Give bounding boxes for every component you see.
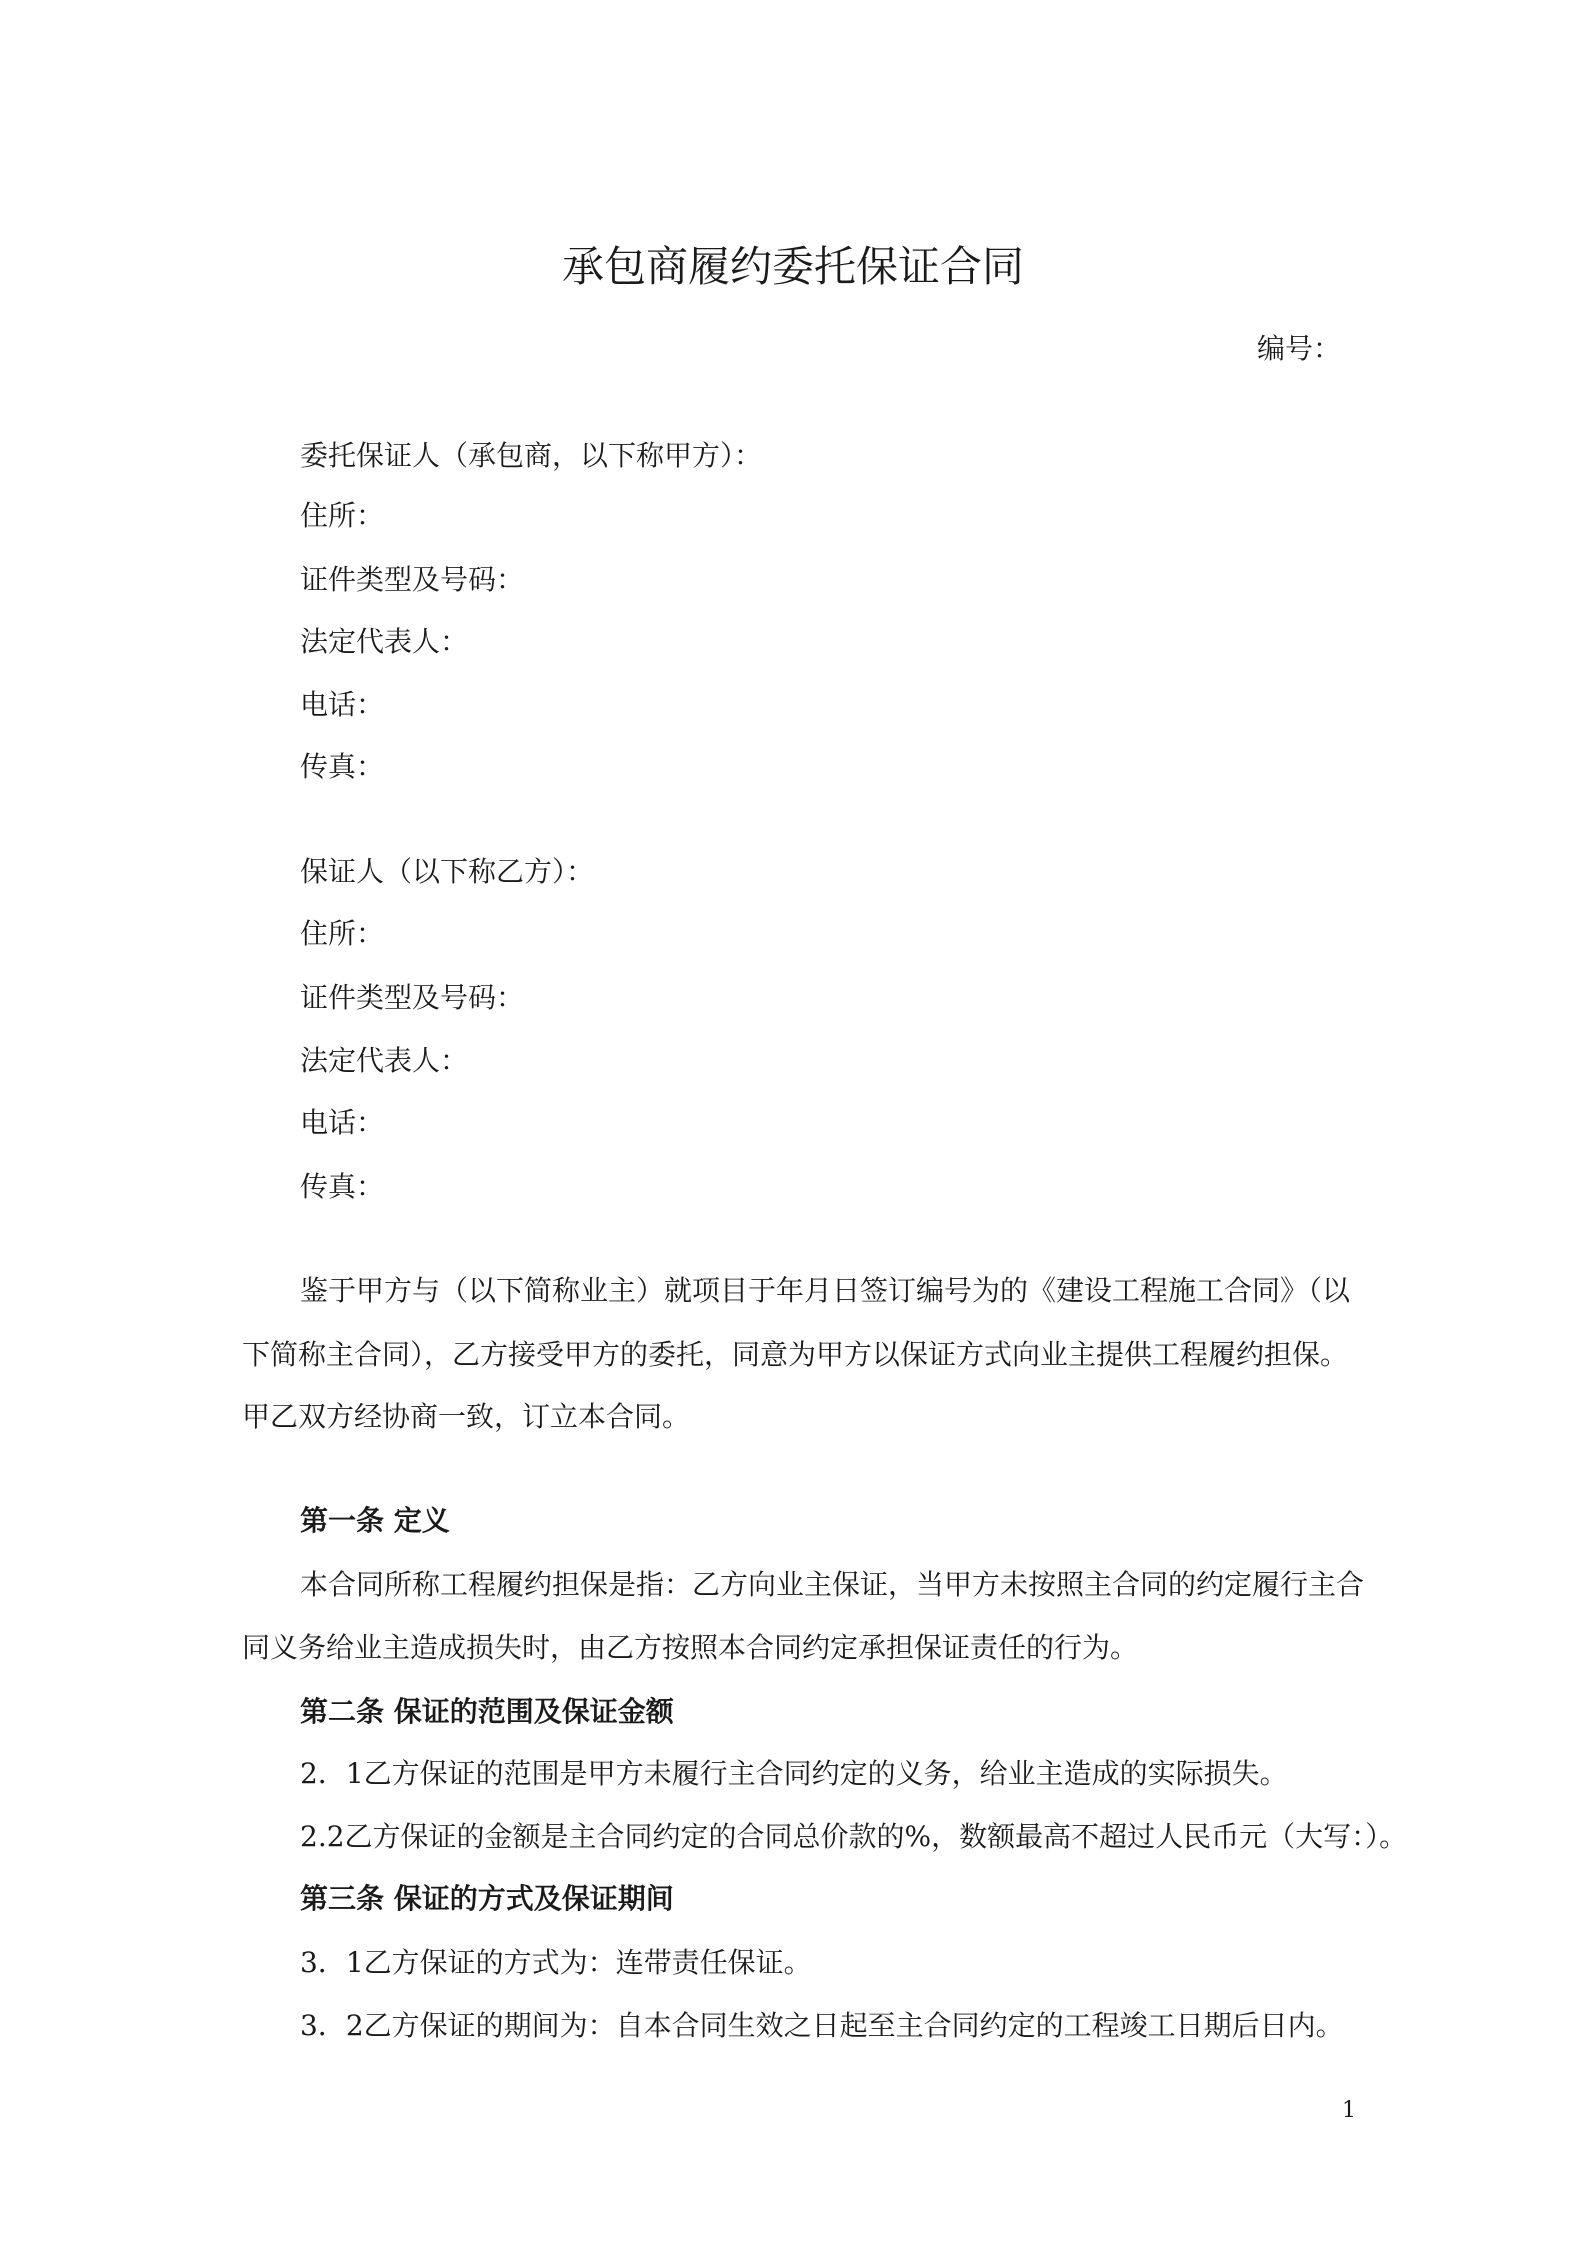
preamble-line: 鉴于甲方与（以下简称业主）就项目于年月日签订编号为的《建设工程施工合同》（以 [300, 1274, 1351, 1307]
article2-heading: 第二条 保证的范围及保证金额 [300, 1695, 674, 1728]
party-b-address: 住所： [300, 917, 385, 950]
article1-line: 本合同所称工程履约担保是指：乙方向业主保证，当甲方未按照主合同的约定履行主合 [300, 1568, 1365, 1601]
party-b-phone: 电话： [300, 1106, 385, 1139]
party-b-legal-rep: 法定代表人： [300, 1044, 469, 1077]
party-a-address: 住所： [300, 499, 385, 532]
party-a-legal-rep: 法定代表人： [300, 625, 469, 658]
party-a-phone: 电话： [300, 688, 385, 721]
party-b-heading: 保证人（以下称乙方）： [300, 855, 595, 888]
clause-2-2: 2.2乙方保证的金额是主合同约定的合同总价款的%，数额最高不超过人民币元（大写：）。 [300, 1820, 1408, 1853]
document-title: 承包商履约委托保证合同 [561, 242, 1024, 291]
party-a-id: 证件类型及号码： [300, 563, 525, 596]
preamble-line: 下简称主合同），乙方接受甲方的委托，同意为甲方以保证方式向业主提供工程履约担保。 [242, 1338, 1349, 1371]
party-b-id: 证件类型及号码： [300, 981, 525, 1014]
contract-number-label: 编号： [1256, 332, 1341, 365]
preamble-line: 甲乙双方经协商一致，订立本合同。 [242, 1400, 691, 1433]
party-a-fax: 传真： [300, 750, 385, 783]
clause-3-2: 3．2乙方保证的期间为：自本合同生效之日起至主合同约定的工程竣工日期后日内。 [300, 2009, 1344, 2042]
page-number: 1 [1342, 2098, 1356, 2123]
party-b-fax: 传真： [300, 1170, 385, 1203]
party-a-heading: 委托保证人（承包商，以下称甲方）： [300, 439, 763, 472]
clause-3-1: 3．1乙方保证的方式为：连带责任保证。 [300, 1946, 812, 1979]
article1-heading: 第一条 定义 [300, 1504, 450, 1537]
clause-2-1: 2．1乙方保证的范围是甲方未履行主合同约定的义务，给业主造成的实际损失。 [300, 1757, 1288, 1790]
article3-heading: 第三条 保证的方式及保证期间 [300, 1882, 674, 1915]
article1-line: 同义务给业主造成损失时，由乙方按照本合同约定承担保证责任的行为。 [242, 1631, 1139, 1664]
